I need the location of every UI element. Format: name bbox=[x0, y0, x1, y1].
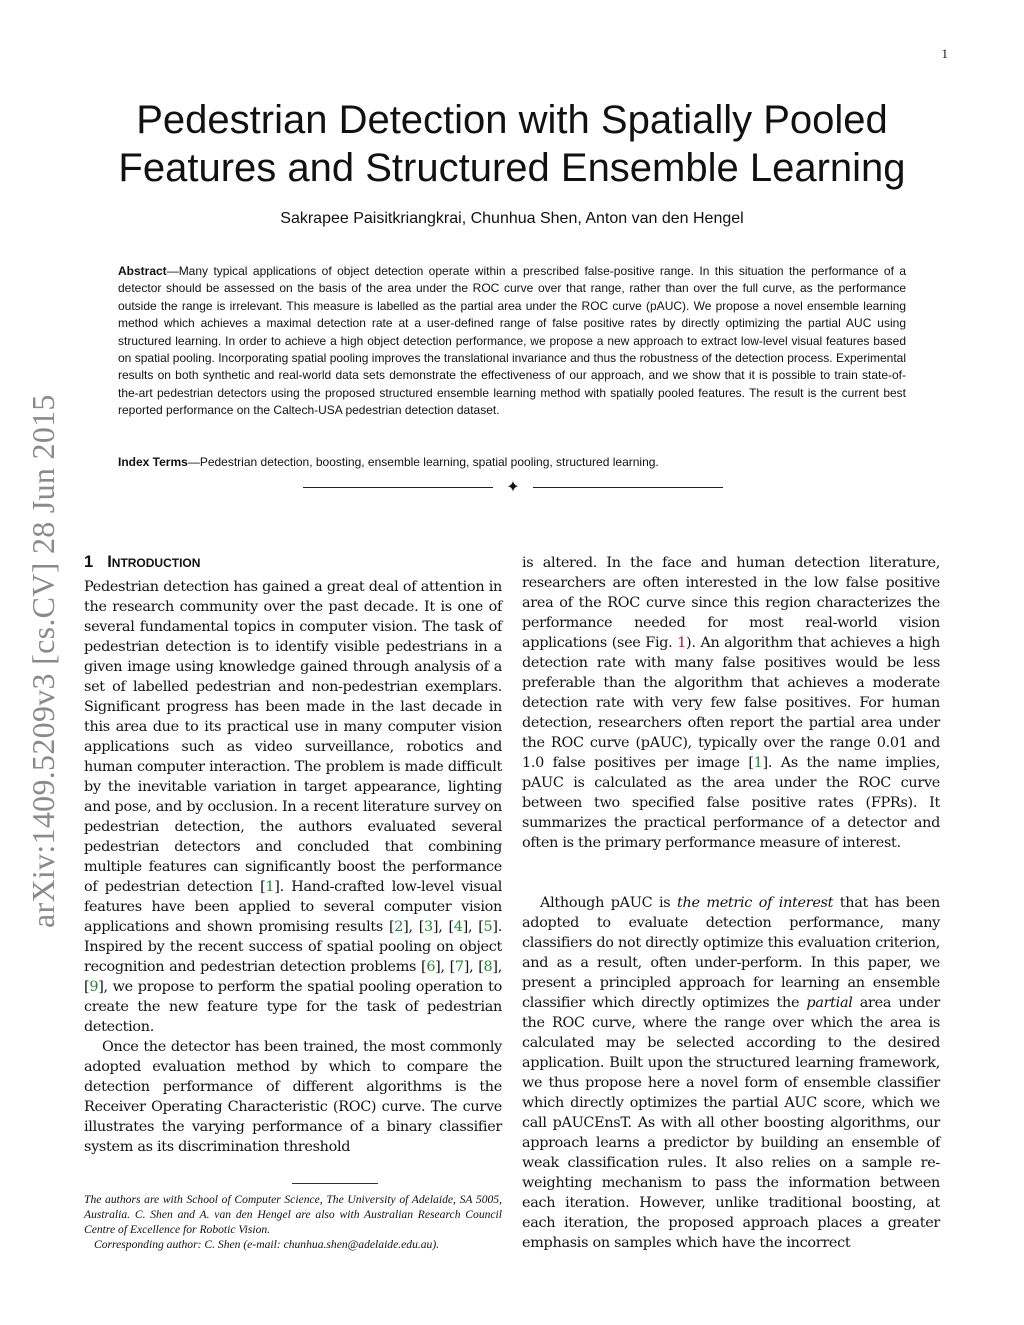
section-heading bbox=[84, 553, 200, 572]
left-column bbox=[84, 577, 502, 1157]
paper-title bbox=[100, 96, 924, 192]
citation-link[interactable]: 9 bbox=[89, 979, 99, 995]
title-line-2: Features and Structured Ensemble Learning bbox=[118, 146, 906, 190]
footnote bbox=[84, 1192, 502, 1252]
citation-link[interactable]: 5 bbox=[483, 919, 493, 935]
figure-reference-link[interactable]: 1 bbox=[677, 635, 687, 651]
citation-link[interactable]: 4 bbox=[453, 919, 463, 935]
citation-link[interactable]: 1 bbox=[265, 879, 275, 895]
abstract-text: —Many typical applications of object detection operate within a prescribed false-positive range. In this situation the performance of a detector should be assessed on the basis of the area under the ROC curve over that range, rather than over the full curve, as the performance outside the range is irrelevant. This measure is labelled as the partial area under the ROC curve (pAUC). We propose a novel ensemble learning method which achieves a maximal detection rate at a user-defined range of false positive rates by directly optimizing the partial AUC using structured learning. In order to achieve a high object detection performance, we propose a new approach to extract low-level visual features based on spatial pooling. Incorporating spatial pooling improves the translational invariance and thus the robustness of the detection process. Experimental results on both synthetic and real-world data sets demonstrate the effectiveness of our approach, and we show that it is possible to train state-of-the-art pedestrian detectors using the proposed structured ensemble learning method with spatially pooled features. The result is the current best reported performance on the Caltech-USA pedestrian detection dataset. bbox=[118, 264, 906, 418]
page-number: 1 bbox=[941, 46, 948, 61]
intro-paragraph-2: Once the detector has been trained, the most commonly adopted evaluation method by which to compare the detection performance of different algorithms is the Receiver Operating Characteristic (ROC) curve. The curve illustrates the varying performance of a binary classifier system as its discrimination threshold bbox=[84, 1039, 502, 1155]
citation-link[interactable]: 8 bbox=[483, 959, 493, 975]
citation-link[interactable]: 7 bbox=[454, 959, 464, 975]
citation-link[interactable]: 6 bbox=[426, 959, 436, 975]
index-terms bbox=[118, 454, 906, 471]
citation-link[interactable]: 2 bbox=[394, 919, 404, 935]
index-terms-label: Index Terms bbox=[118, 455, 188, 469]
index-terms-text: —Pedestrian detection, boosting, ensemble learning, spatial pooling, structured learning. bbox=[187, 455, 659, 469]
divider-left-rule bbox=[303, 487, 493, 488]
arxiv-identifier-stamp: arXiv:1409.5209v3 [cs.CV] 28 Jun 2015 bbox=[25, 394, 61, 928]
section-title: Introduction bbox=[107, 553, 201, 571]
citation-link[interactable]: 3 bbox=[424, 919, 433, 935]
footnote-affiliation: The authors are with School of Computer Science, The University of Adelaide, SA 5005, Australia. C. Shen and A. van den Hengel are also with Australian Research Council Centre of Excellence for Robotic Vision. bbox=[84, 1193, 502, 1236]
section-number: 1 bbox=[84, 553, 94, 571]
intro-paragraph-1: Pedestrian detection has gained a great deal of attention in the research community over the past decade. It is one of several fundamental topics in computer vision. The task of pedestrian detection is to identify visible pedestrians in a given image using knowledge gained through analysis of a set of labelled pedestrian and non-pedestrian exemplars. Significant progress has been made in the last decade in this area due to its practical use in many computer vision applications such as video surveillance, robotics and human computer interaction. The problem is made difficult by the inevitable variation in target appearance, lighting and pose, and by occlusion. In a recent literature survey on pedestrian detection, the authors evaluated several pedestrian detectors and concluded that combining multiple features can significantly boost the performance of pedestrian detection [1]. Hand-crafted low-level visual features have been applied to several computer vision applications and shown promising results [2], [3], [4], [5]. Inspired by the recent success of spatial pooling on object recognition and pedestrian detection problems [6], [7], [8], [9], we propose to perform the spatial pooling operation to create the new feature type for the task of pedestrian detection. bbox=[84, 579, 502, 1035]
title-line-1: Pedestrian Detection with Spatially Pooled bbox=[136, 98, 888, 142]
divider-right-rule bbox=[533, 487, 723, 488]
right-column bbox=[522, 553, 940, 1253]
citation-link[interactable]: 1 bbox=[753, 755, 763, 771]
intro-paragraph-3: is altered. In the face and human detection literature, researchers are often interested in the low false positive area of the ROC curve since this region characterizes the performance needed for most real-world vision applications (see Fig. 1). An algorithm that achieves a high detection rate with many false positives would be less preferable than the algorithm that achieves a moderate detection rate with very few false positives. For human detection, researchers often report the partial area under the ROC curve (pAUC), typically over the range 0.01 and 1.0 false positives per image [1]. As the name implies, pAUC is calculated as the area under the ROC curve between two specified false positive rates (FPRs). It summarizes the practical performance of a detector and often is the primary performance measure of interest. bbox=[522, 555, 940, 851]
footnote-corresponding-author: Corresponding author: C. Shen (e-mail: chunhua.shen@adelaide.edu.au). bbox=[94, 1238, 440, 1251]
intro-paragraph-4: Although pAUC is the metric of interest that has been adopted to evaluate detection performance, many classifiers do not directly optimize this evaluation criterion, and as a result, often under-perform. In this paper, we present a principled approach for learning an ensemble classifier which directly optimizes the partial area under the ROC curve, where the range over which the area is calculated may be selected according to the desired application. Built upon the structured learning framework, we thus propose here a novel form of ensemble classifier which directly optimizes the partial AUC score, which we call pAUCEnsT. As with all other boosting algorithms, our approach learns a predictor by building an ensemble of weak classification rules. It also relies on a sample re-weighting mechanism to pass the information between each iteration. However, unlike traditional boosting, at each iteration, the proposed approach places a greater emphasis on samples which have the incorrect bbox=[522, 895, 941, 1251]
abstract bbox=[118, 263, 906, 420]
footnote-rule bbox=[292, 1183, 378, 1184]
section-divider bbox=[303, 478, 723, 498]
abstract-label: Abstract bbox=[118, 264, 167, 278]
divider-star-icon: ✦ bbox=[506, 477, 520, 496]
author-list: Sakrapee Paisitkriangkrai, Chunhua Shen, Anton van den Hengel bbox=[280, 210, 744, 227]
